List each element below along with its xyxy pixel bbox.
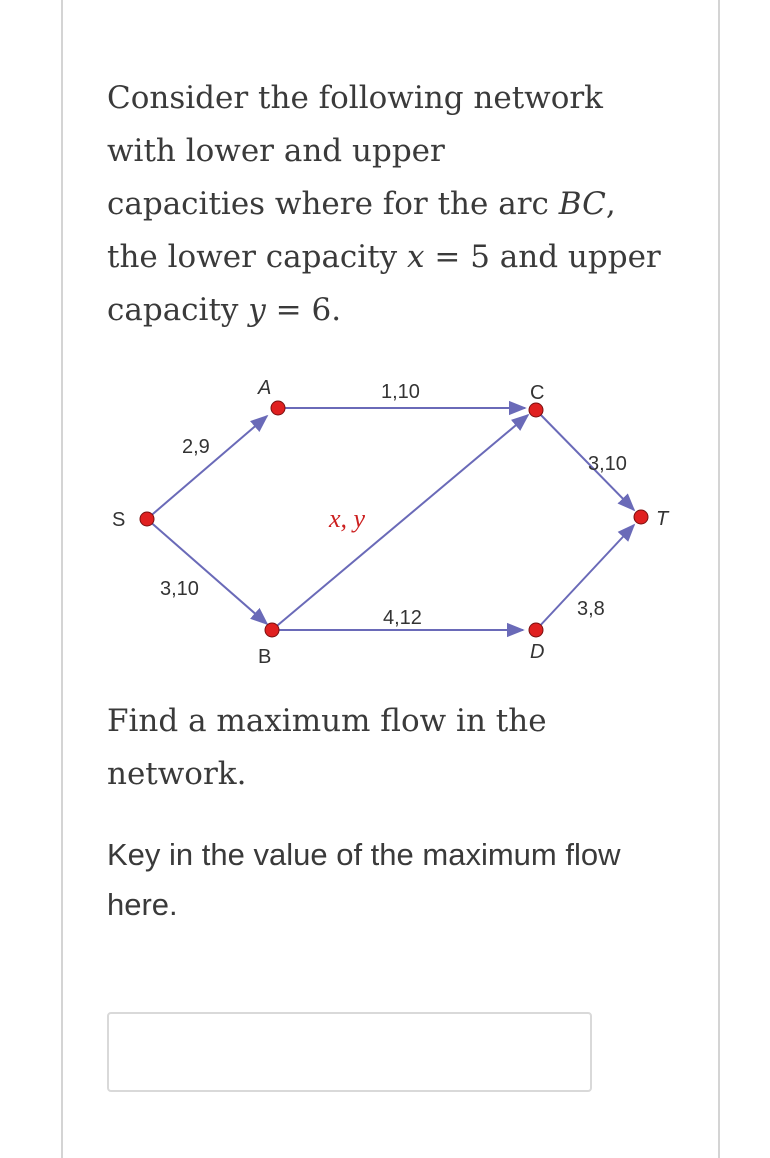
- variable-y: y: [248, 292, 266, 328]
- arc-s-a: [147, 416, 267, 519]
- instruction-text: [107, 695, 707, 801]
- variable-x: x: [407, 239, 425, 275]
- arc-label-b-c: x, y: [329, 504, 366, 533]
- question-line: Consider the following network: [107, 80, 603, 116]
- node-d: [529, 623, 543, 637]
- arc-variable-bc: BC: [558, 186, 606, 222]
- answer-input[interactable]: [107, 1012, 592, 1092]
- answer-prompt-line: here.: [107, 887, 178, 922]
- node-label-d: D: [530, 641, 545, 663]
- arc-label-a-c: 1,10: [381, 381, 420, 403]
- arc-label-d-t: 3,8: [577, 598, 605, 620]
- answer-prompt: [107, 830, 707, 930]
- node-a: [271, 401, 285, 415]
- arc-label-s-b: 3,10: [160, 578, 199, 600]
- arc-b-c: [272, 415, 528, 630]
- arc-label-b-d: 4,12: [383, 607, 422, 629]
- node-label-s: S: [112, 509, 126, 531]
- node-b: [265, 623, 279, 637]
- question-line: the lower capacity x = 5 and upper: [107, 239, 661, 275]
- question-line: capacity y = 6.: [107, 292, 342, 328]
- instruction-line: Find a maximum flow in the: [107, 703, 547, 739]
- answer-prompt-line: Key in the value of the maximum flow: [107, 837, 621, 872]
- network-diagram: [100, 360, 700, 680]
- node-label-t: T: [656, 508, 669, 530]
- node-label-b: B: [258, 646, 272, 668]
- question-line: capacities where for the arc BC,: [107, 186, 616, 222]
- arc-label-s-a: 2,9: [182, 436, 210, 458]
- node-t: [634, 510, 648, 524]
- question-line: with lower and upper: [107, 133, 445, 169]
- node-label-c: C: [530, 382, 545, 404]
- node-label-a: A: [258, 377, 272, 399]
- question-text: [107, 72, 707, 337]
- instruction-line: network.: [107, 756, 247, 792]
- node-c: [529, 403, 543, 417]
- node-s: [140, 512, 154, 526]
- arc-s-b: [147, 519, 267, 624]
- arc-label-c-t: 3,10: [588, 453, 627, 475]
